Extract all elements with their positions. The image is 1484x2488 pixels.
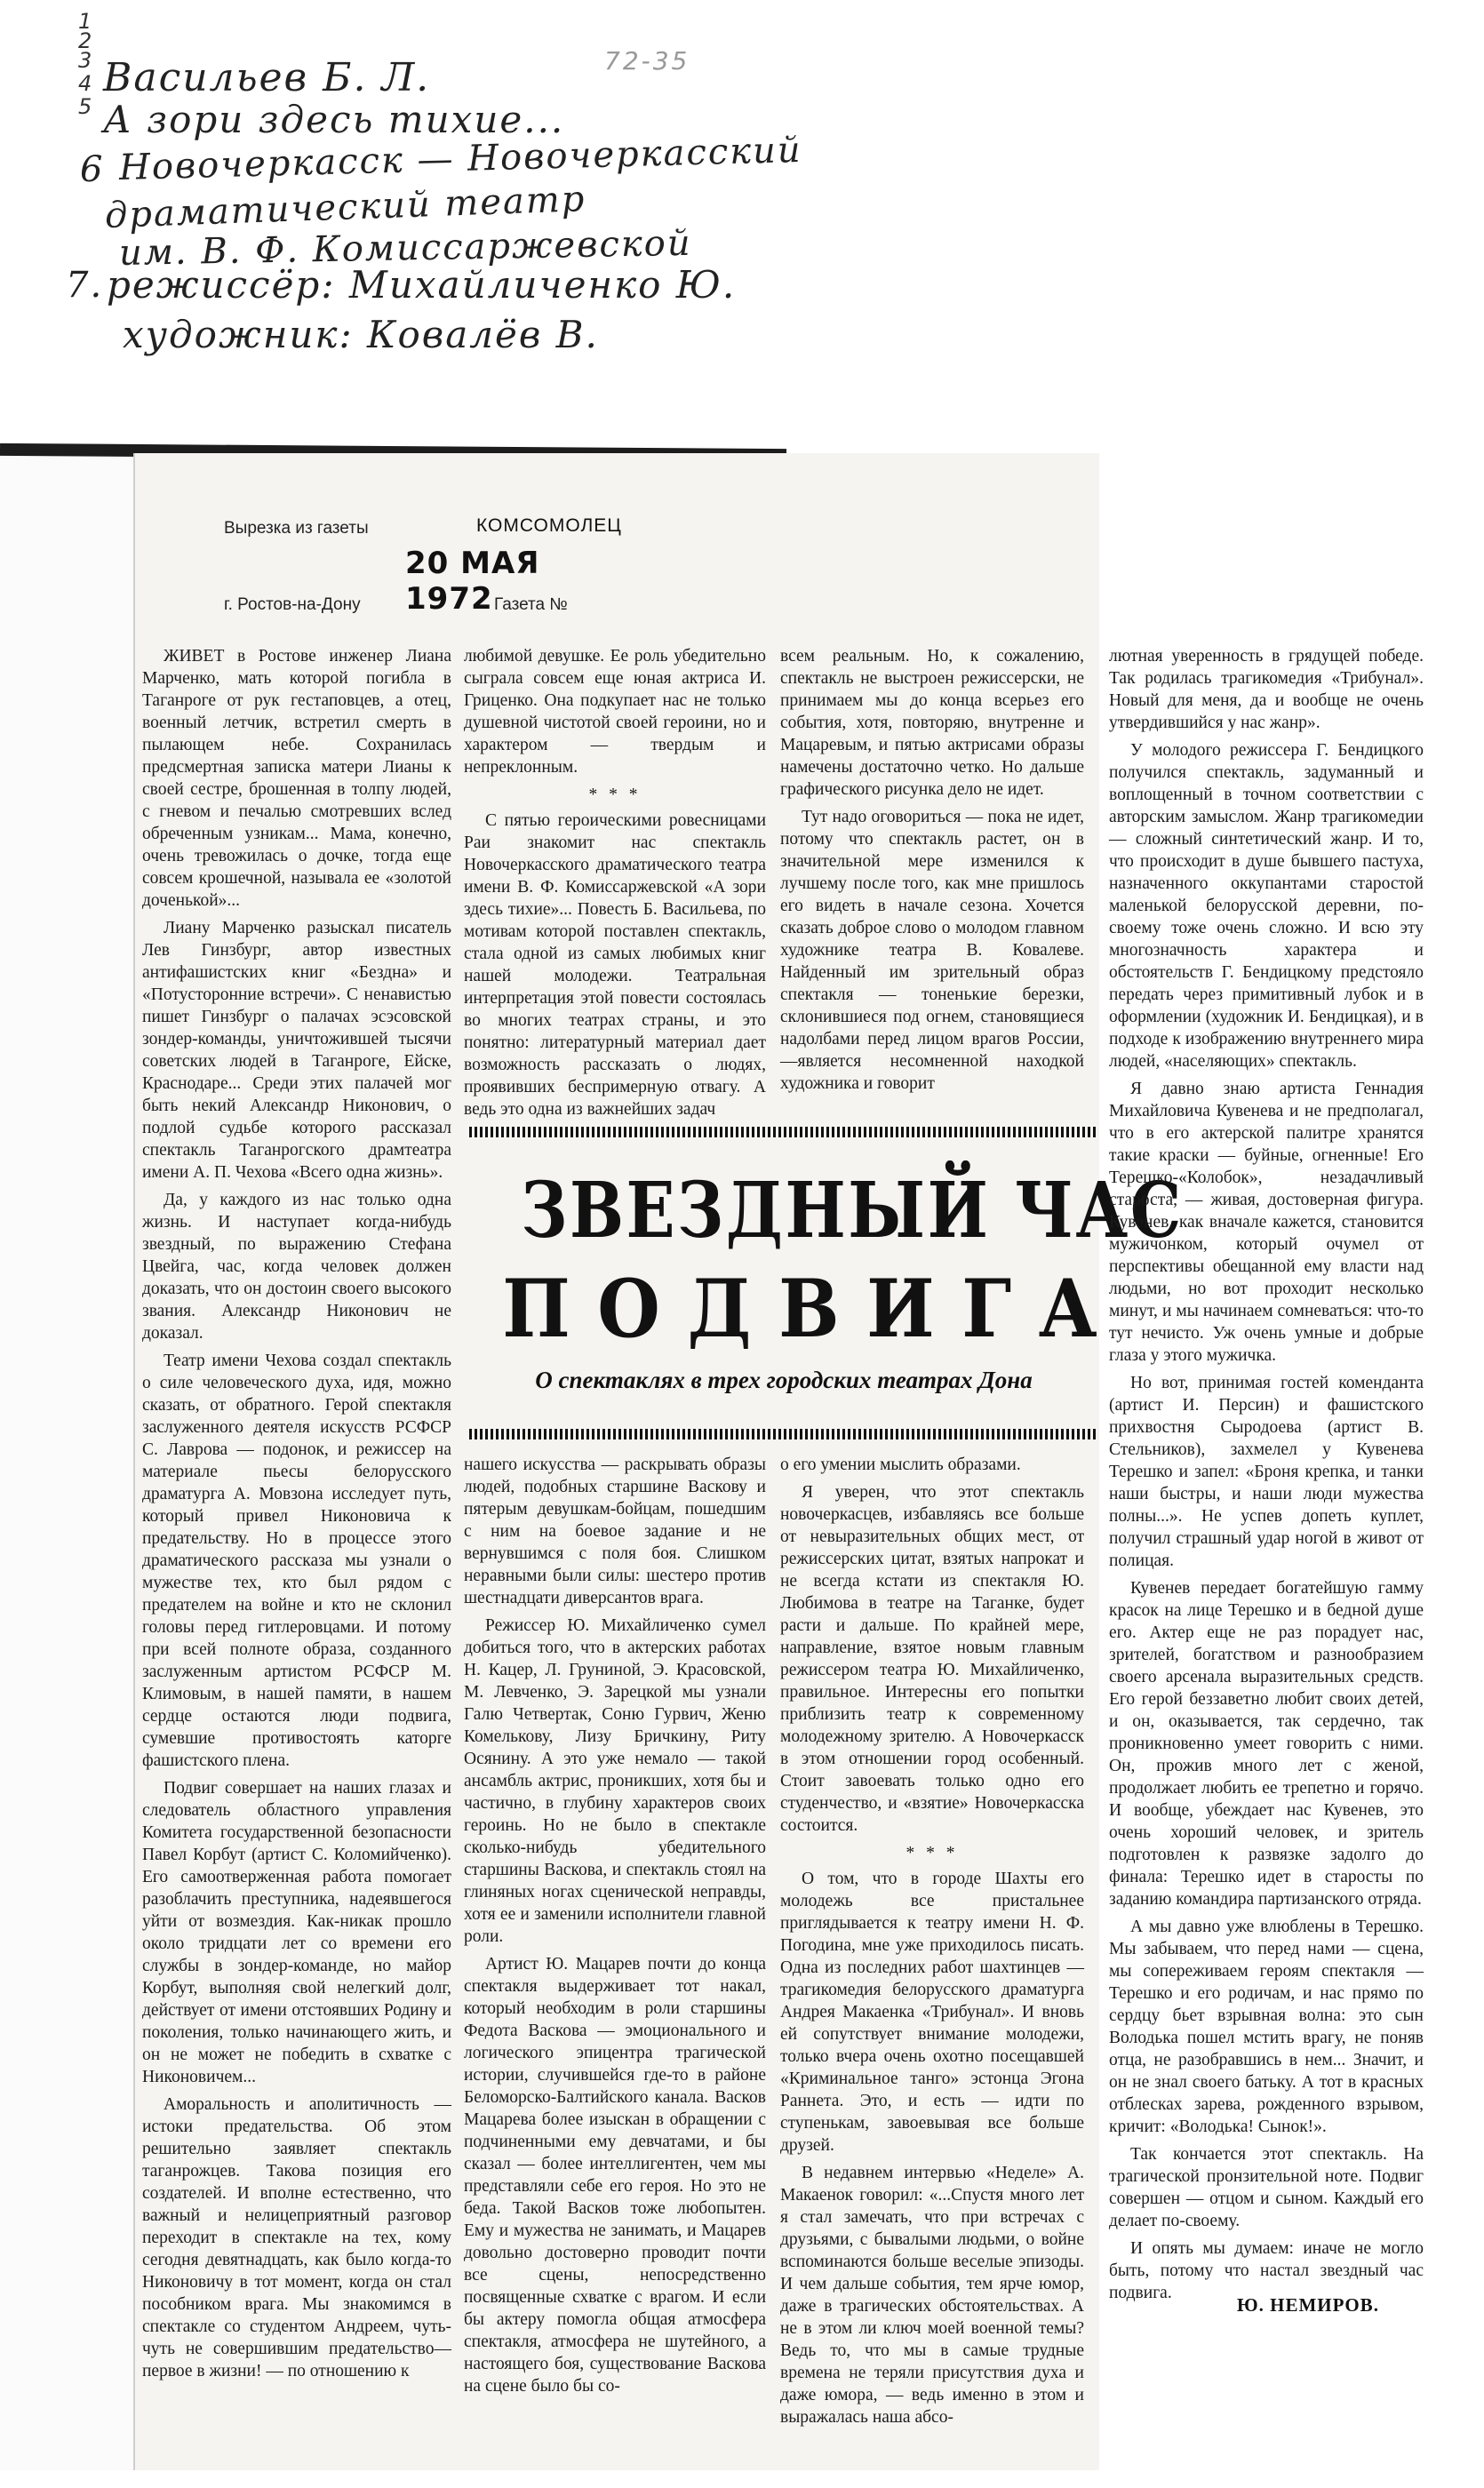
clipping-header <box>169 506 631 624</box>
paragraph: Я давно знаю артиста Геннадия Михайловича Кувенева и не предполагал, что в его актерской палитре хранятся такие краски — буйные, огненные! Его Терешко-«Колобок», незадачливый староста, — живая, достоверная фигура. Кувенев, как вначале кажется, становится мужичонком, который очумел от перспективы обещанной ему власти над людьми, но вот проходит несколько минут, и мы начинаем сомневаться: что-то тут нечисто. Уж очень умные и добрые глаза у этого мужичка. <box>1109 1080 1424 1365</box>
archive-number: 72-35 <box>604 46 690 76</box>
section-divider: * * * <box>906 1844 959 1862</box>
article-column-1 <box>142 645 451 2413</box>
paragraph: Кувенев передает богатейшую гамму красок на лице Терешко и в бедной душе его. Актер еще не раз порадует нас, зрителей, богатством и разнообразием своего арсенала выразительных средств. Его герой беззаветно любит своих детей, и он, оказывается, так сердечно, так проникновенно умеет говорить с ними. Он, прожив много лет с женой, продолжает любить ее трепетно и горячо. И вообще, убеждает нас Кувенев, это очень хороший человек, и зритель подготовлен к развязке задолго до финала: Терешко идет в старосты по заданию командира партизанского отряда. <box>1109 1579 1424 1909</box>
note-director: режиссёр: Михайличенко Ю. <box>107 263 737 307</box>
article-column-2-bottom <box>464 1454 766 2413</box>
paragraph: Лиану Марченко разыскал писатель Лев Гинзбург, автор известных антифашистских книг «Бездна» и «Потусторонние встречи». С ненавистью пишет Гинзбург о палачах эсэсовской зондер-команды, уничтожившей тысячи советских людей в Таганроге, Ейске, Краснодаре... Среди этих палачей мог быть некий Александр Никонович, о подлой судьбе которого рассказал спектакль Таганрогского драмтеатра имени А. П. Чехова «Всего одна жизнь». <box>142 919 451 1182</box>
note-author: Васильев Б. Л. <box>103 55 431 100</box>
page-margin <box>0 453 135 2470</box>
note-number-7: 7. <box>66 265 104 306</box>
paragraph: Аморальность и аполитичность — истоки предательства. Об этом решительно заявляет спектакль таганрожцев. Такова позиция его создателей. И вполне естественно, что важный и нелицеприятный разговор переходит в спектакле на тех, кому сегодня девятнадцать, как было когда-то Никоновичу в тот момент, когда он стал пособником врага. Мы знакомимся в спектакле со студентом Андреем, чуть-чуть не совершившим предательство—первое в жизни! — по отношению к <box>142 2095 451 2380</box>
headline-subtitle: О спектаклях в трех городских театрах Дона <box>535 1367 1033 1393</box>
paragraph: С пятью героическими ровесницами Раи знакомит нас спектакль Новочеркасского драматического театра имени В. Ф. Комиссаржевской «А зори здесь тихие»... Повесть Б. Васильева, по мотивам которой поставлен спектакль, стала одной из самых любимых книг нашей молодежи. Театральная интерпретация этой повести состоялась во многих театрах страны, и это понятно: литературный материал дает возможность рассказать о людях, проявивших беспримерную отвагу. А ведь это одна из важнейших задач <box>464 811 766 1119</box>
note-number-2: 2 <box>78 28 92 53</box>
paragraph: О том, что в городе Шахты его молодежь все пристальнее приглядывается к театру имени Н. Ф. Погодина, мне уже приходилось писать. Одна из последних работ шахтинцев — трагикомедия белорусского драматурга Андрея Макаенка «Трибунал». И вновь ей сопутствует внимание молодежи, только вчера очень охотно посещавшей «Криминальное танго» эстонца Эгона Раннета. Это, и есть — идти по ступенькам, завоевывая все больше друзей. <box>780 1870 1084 2155</box>
headline-line-2: ПОДВИГА <box>502 1262 1125 1356</box>
paragraph: Так кончается этот спектакль. На трагической пронзительной ноте. Подвиг совершен — отцом и сыном. Каждый его делает по-своему. <box>1109 2145 1424 2230</box>
paragraph: любимой девушке. Ее роль убедительно сыграла совсем еще юная актриса И. Гриценко. Она подкупает нас не только душевной чистотой своей героини, но и характером — твердым и непреклонным. <box>464 647 766 777</box>
paragraph: И опять мы думаем: иначе не могло быть, потому что настал звездный час подвига. <box>1109 2239 1424 2302</box>
note-theatre-line-2: драматический театр <box>104 179 587 236</box>
paragraph: лютная уверенность в грядущей победе. Так родилась трагикомедия «Трибунал». Новый для меня, да и вообще не очень утвердившийся у нас жанр». <box>1109 647 1424 732</box>
paragraph: нашего искусства — раскрывать образы людей, подобных старшине Васкову и пятерым девушкам-бойцам, пошедшим с ним на боевое задание и не вернувшимся с поля боя. Слишком неравными были силы: шестеро против шестнадцати диверсантов врага. <box>464 1455 766 1607</box>
paragraph: Театр имени Чехова создал спектакль о силе человеческого духа, идя, можно сказать, от обратного. Герой спектакля заслуженного деятеля искусств РСФСР С. Лаврова — подонок, и режиссер на материале пьесы белорусского драматурга А. Мовзона исследует путь, который привел Никоновича к предательству. Но в процессе этого драматического рассказа мы узнали о мужестве тех, кто был рядом с предателем на войне и кто не склонил головы перед гитлеровцами. И потому при всей полноте образа, созданного заслуженным артистом РСФСР М. Климовым, в нашей памяти, в нашем сердце остаются люди подвига, сумевшие противостоять каторге фашистского плена. <box>142 1352 451 1770</box>
headline-rule-bottom <box>469 1429 1098 1439</box>
note-theatre-line-3: им. В. Ф. Комиссаржевской <box>118 222 692 274</box>
note-title: А зори здесь тихие... <box>103 98 565 141</box>
note-theatre-line-1: Новочеркасск — Новочеркасский <box>118 129 803 188</box>
note-number-4: 4 <box>78 71 92 96</box>
paragraph: ЖИВЕТ в Ростове инженер Лиана Марченко, мать которой погибла в Таганроге от рук гестаповцев, а отец, военный летчик, встретил смерть в пылающем небе. Сохранилась предсмертная записка матери Лианы к своей сестре, брошенная в толпу людей, с гневом и печалью смотревших вслед обреченным узникам... Мама, конечно, очень тревожилась о дочке, тогда еще совсем крошечной, называла ее «золотой доченькой»... <box>142 647 451 910</box>
paragraph: В недавнем интервью «Неделе» А. Макаенок говорил: «...Спустя много лет я стал замечать, что при встречах с друзьями, с бывалыми людьми, о войне вспоминаются больше веселые эпизоды. И чем дальше события, тем ярче юмор, даже в трагических обстоятельствах. А не в этом ли ключ моей военной темы? Ведь то, что мы в самые трудные времена не теряли присутствия духа и даже юмора, — ведь именно в этом и выражалась наша абсо- <box>780 2164 1084 2427</box>
paragraph: Я уверен, что этот спектакль новочеркасцев, избавляясь все больше от невыразительных общих мест, от режиссерских цитат, взятых напрокат и не всегда кстати из спектакля Ю. Любимова в театре на Таганке, будет расти и дальше. По крайней мере, направление, взятое новым главным режиссером театра Ю. Михайличенко, правильное. Интересны его попытки приблизить театр к современному молодежному зрителю. А Новочеркасск в этом отношении город особенный. Стоит завоевать только одно его студенчество, и «взятие» Новочеркасска состоится. <box>780 1483 1084 1835</box>
paragraph: Тут надо оговориться — пока не идет, потому что спектакль растет, он в значительной мере изменился к лучшему после того, как мне пришлось его видеть в начале сезона. Хочется сказать доброе слово о молодом главном художнике театра В. Ковалеве. Найденный им зрительный образ спектакля — тоненькие березки, склонившиеся под огнем, становящиеся надолбами перед лицом врагов России,—является несомненной находкой художника и говорит <box>780 808 1084 1093</box>
paragraph: Да, у каждого из нас только одна жизнь. И наступает когда-нибудь звездный, по выражению Стефана Цвейга, час, когда человек должен доказать, что он достоин своего высокого звания. Александр Никонович не доказал. <box>142 1191 451 1343</box>
paragraph: всем реальным. Но, к сожалению, спектакль не выстроен режиссерски, не принимаем мы до конца всерьез его события, хотя, повторяю, внутренне и Мацаревым, и пятью актрисами образы намечены достаточно четко. Но дальше графического рисунка дело не идет. <box>780 647 1084 799</box>
issue-number-label: Газета № <box>494 595 568 614</box>
article-column-4 <box>1109 645 1424 2302</box>
headline-line-1: ЗВЕЗДНЫЙ ЧАС <box>521 1166 1184 1256</box>
paragraph: У молодого режиссера Г. Бендицкого получился спектакль, задуманный и воплощенный в точном соответствии с авторским замыслом. Жанр трагикомедии — сложный синтетический жанр. И то, что происходит в душе бывшего пастуха, назначенного оккупантами старостой маленькой белорусской деревни, по-своему тоже очень сложно. И всю эту многозначность характера и обстоятельств Г. Бендицкому предстояло передать через примитивный лубок и в оформлении (художник И. Бендицкая), и в подходе к изображению внутреннего мира людей, «населяющих» спектакль. <box>1109 741 1424 1071</box>
headline-rule-top <box>469 1127 1098 1137</box>
note-artist: художник: Ковалёв В. <box>123 313 599 356</box>
paragraph: Режиссер Ю. Михайличенко сумел добиться того, что в актерских работах Н. Кацер, Л. Груниной, Э. Красовской, М. Левченко, Э. Зарецкой мы узнали Галю Четвертак, Соню Гурвич, Женю Комелькову, Лизу Бричкину, Риту Осянину. А это уже немало — такой ансамбль актрис, проникших, хотя бы и частично, в глубину характеров своих героинь. Но не было в спектакле сколько-нибудь убедительного старшины Васкова, и спектакль стоял на глиняных ногах сценической неправды, хотя ее и заменили исполнители главной роли. <box>464 1616 766 1946</box>
paragraph: Но вот, принимая гостей коменданта (артист И. Персин) и фашистского прихвостня Сыродоева (артист В. Стельников), захмелел у Кувенева Терешко и запел: «Броня крепка, и танки наши быстры, и наши люди мужества полны...». Не успев допеть куплет, получил страшный удар ногой в живот от полицая. <box>1109 1374 1424 1570</box>
paragraph: Подвиг совершает на наших глазах и следователь областного управления Комитета государственной безопасности Павел Корбут (артист С. Коломийченко). Его самоотверженная работа помогает разоблачить преступника, надеявшегося уйти от возмездия. Как-никак прошло около тридцати лет со времени его службы в зондер-команде, но майор Корбут, выполняя свой нелегкий долг, действует от имени отстоявших Родину и поколения, только начинающего жить, и он не может не победить в схватке с Никоновичем... <box>142 1779 451 2086</box>
newspaper-name: КОМСОМОЛЕЦ <box>476 515 622 536</box>
note-number-3: 3 <box>78 48 92 73</box>
author-signature: Ю. НЕМИРОВ. <box>1237 2294 1379 2316</box>
article-column-3-bottom <box>780 1454 1084 2427</box>
paragraph: А мы давно уже влюблены в Терешко. Мы забываем, что перед нами — сцена, мы сопереживаем героям спектакля — Терешко и его родичам, и нас прямо по сердцу бьет взрывная волна: это сын Володька пошел мстить врагу, не поняв отца, не разобравшись в нем... Значит, и он не знал своего батьку. А тот в красных отблесках зарева, рожденного взрывом, кричит: «Володька! Сынок!». <box>1109 1918 1424 2136</box>
note-number-6: 6 <box>80 149 105 190</box>
handwritten-notes <box>0 0 1484 462</box>
paragraph: Артист Ю. Мацарев почти до конца спектакля выдерживает тот накал, который необходим в роли старшины Федота Васкова — эмоционального и логического эпицентра трагической истории, случившейся где-то в районе Беломорско-Балтийского канала. Васков Мацарева более изыскан в обращении с подчиненными ему девчатами, и бы сказал — более интеллигентен, чем мы представляли себе его героя. Но это не беда. Такой Васков тоже любопытен. Ему и мужества не занимать, и Мацарев довольно достоверно проводит почти все сцены, непосредственно посвященные схватке с врагом. И если бы актеру помогла общая атмосфера спектакля, атмосфера не шутейного, а настоящего боя, существование Васкова на сцене было бы со- <box>464 1955 766 2396</box>
note-number-1: 1 <box>78 9 92 34</box>
article-column-3-top <box>780 645 1084 1118</box>
clipping-date: 20 МАЯ 1972 <box>405 546 540 617</box>
clipping-city: г. Ростов-на-Дону <box>224 595 361 614</box>
section-divider: * * * <box>588 785 642 804</box>
article-column-2-top <box>464 645 766 1118</box>
clipping-label: Вырезка из газеты <box>224 519 369 538</box>
paragraph: о его умении мыслить образами. <box>780 1455 1021 1474</box>
note-number-5: 5 <box>78 94 92 119</box>
